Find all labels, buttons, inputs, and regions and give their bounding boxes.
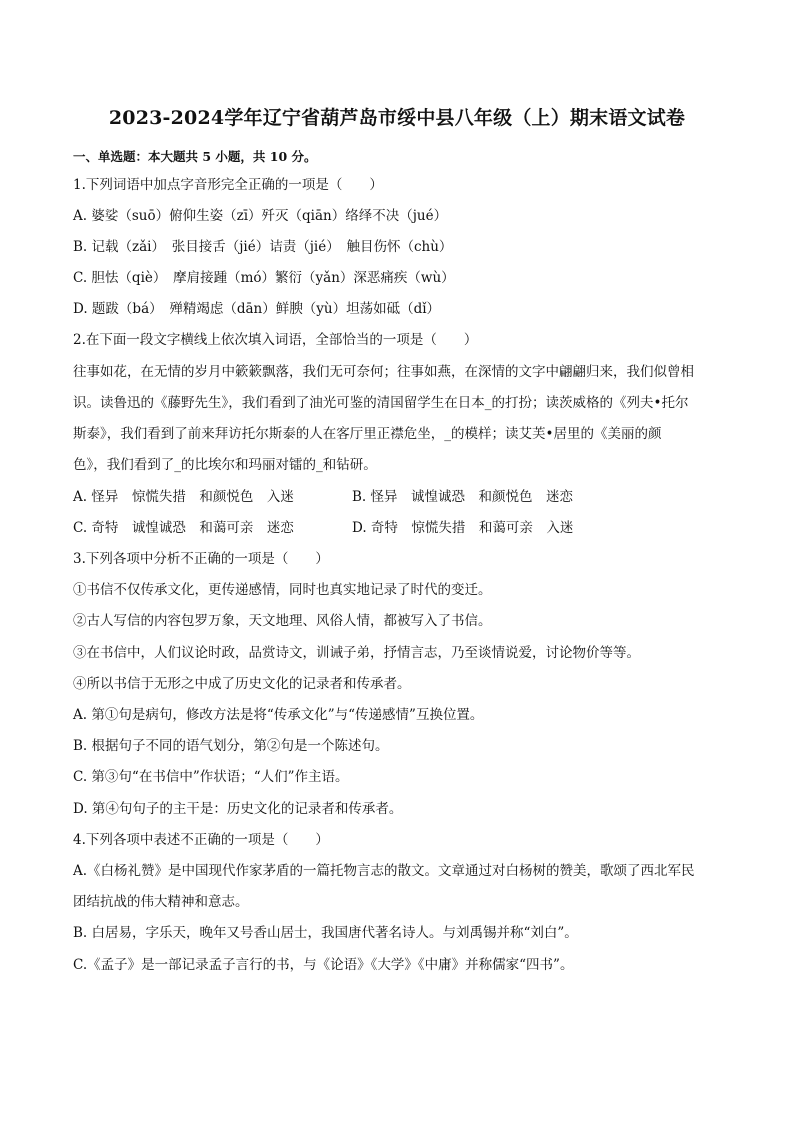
q2-option-c: C. 奇特 诚惶诚恐 和蔼可亲 迷恋	[73, 520, 294, 536]
q3-sentence-2: ②古人写信的内容包罗万象，天文地理、风俗人情，都被写入了书信。	[73, 613, 492, 629]
q3-sentence-3: ③在书信中，人们议论时政，品赏诗文，训诫子弟，抒情言志，乃至谈情说爱，讨论物价等等。	[73, 645, 640, 661]
q3-option-d: D. 第④句句子的主干是：历史文化的记录者和传承者。	[73, 801, 403, 817]
q1-option-c: C. 胆怯（qiè） 摩肩接踵（mó）繁衍（yǎn）深恶痛疾（wù）	[73, 270, 455, 286]
q2-stem: 2.在下面一段文字横线上依次填入词语，全部恰当的一项是（ ）	[73, 332, 478, 348]
q3-option-b: B. 根据句子不同的语气划分，第②句是一个陈述句。	[73, 738, 389, 754]
section-heading: 一、单选题：本大题共 5 小题，共 10 分。	[73, 149, 317, 164]
q4-option-c: C.《孟子》是一部记录孟子言行的书，与《论语》《大学》《中庸》并称儒家“四书”。	[73, 957, 574, 973]
q1-stem: 1.下列词语中加点字音形完全正确的一项是（ ）	[73, 177, 383, 193]
q2-passage-line-1: 往事如花，在无情的岁月中簌簌飘落，我们无可奈何；往事如燕，在深情的文字中翩翩归来，我们似曾相	[73, 364, 694, 380]
q4-stem: 4.下列各项中表述不正确的一项是（ ）	[73, 832, 329, 848]
q3-option-c: C. 第③句“在书信中”作状语；“人们”作主语。	[73, 769, 349, 785]
q2-passage-line-3: 斯泰》，我们看到了前来拜访托尔斯泰的人在客厅里正襟危坐，_的模样；读艾芙•居里的《美丽的颜	[73, 426, 662, 442]
q2-passage-line-2: 识。读鲁迅的《藤野先生》，我们看到了油光可鉴的清国留学生在日本_的打扮；读茨威格的《列夫•托尔	[73, 395, 689, 411]
q2-option-a: A. 怪异 惊慌失措 和颜悦色 入迷	[73, 489, 294, 505]
q1-option-d: D. 题跋（bá） 殚精竭虑（dān）鲜腴（yù）坦荡如砥（dǐ）	[73, 301, 441, 317]
q3-stem: 3.下列各项中分析不正确的一项是（ ）	[73, 551, 329, 567]
q1-option-a: A. 婆娑（suō）俯仰生姿（zī）歼灭（qiān）络绎不决（jué）	[73, 208, 448, 224]
q3-sentence-1: ①书信不仅传承文化，更传递感情，同时也真实地记录了时代的变迁。	[73, 582, 492, 598]
q4-option-b: B. 白居易，字乐天，晚年又号香山居士，我国唐代著名诗人。与刘禹锡并称“刘白”。	[73, 925, 578, 941]
q3-option-a: A. 第①句是病句，修改方法是将“传承文化”与“传递感情”互换位置。	[73, 707, 484, 723]
q1-option-b: B. 记载（zǎi） 张目接舌（jié）诘责（jié） 触目伤怀（chù）	[73, 239, 453, 255]
q3-sentence-4: ④所以书信于无形之中成了历史文化的记录者和传承者。	[73, 676, 411, 692]
q4-option-a-line-1: A.《白杨礼赞》是中国现代作家茅盾的一篇托物言志的散文。文章通过对白杨树的赞美，歌颂了西北军民	[73, 863, 695, 879]
q4-option-a-line-2: 团结抗战的伟大精神和意志。	[73, 894, 249, 910]
q2-option-d: D. 奇特 惊慌失措 和蔼可亲 入迷	[352, 520, 574, 536]
exam-title: 2023-2024学年辽宁省葫芦岛市绥中县八年级（上）期末语文试卷	[108, 107, 686, 129]
q2-passage-line-4: 色》，我们看到了_的比埃尔和玛丽对镭的_和钻研。	[73, 457, 377, 473]
q2-option-b: B. 怪异 诚惶诚恐 和颜悦色 迷恋	[352, 489, 574, 505]
